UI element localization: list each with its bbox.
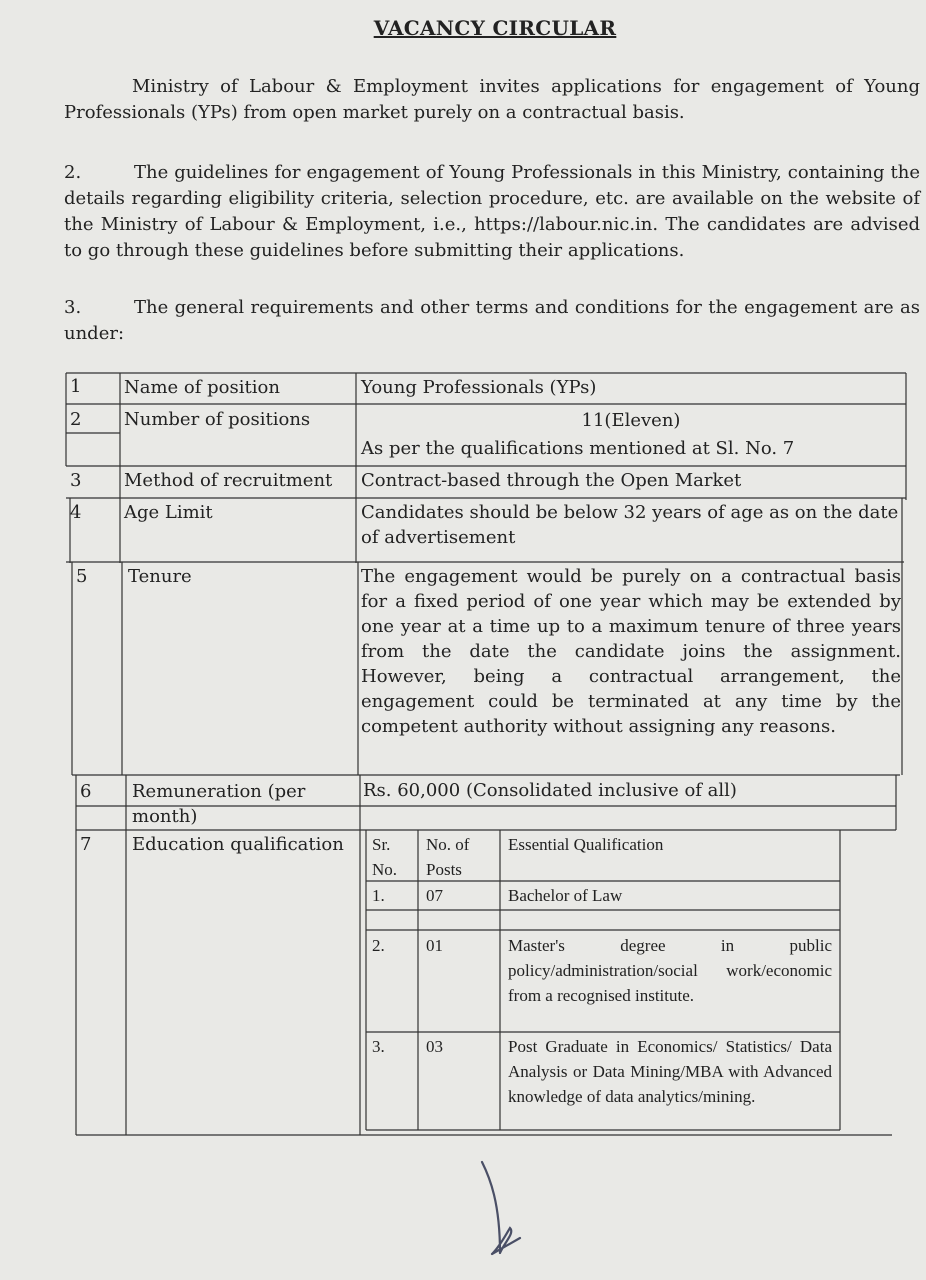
requirements-paragraph: [64, 295, 920, 347]
document-title: VACANCY CIRCULAR: [373, 16, 617, 40]
qualification-text: Bachelor of Law: [508, 886, 623, 905]
row-number: 7: [80, 834, 92, 855]
age-limit-value: Candidates should be below 32 years of age as on the date of advertisement: [361, 502, 899, 548]
positions-count-label: Number of positions: [124, 409, 311, 430]
qualification-posts: 03: [426, 1037, 443, 1056]
remuneration-value: Rs. 60,000 (Consolidated inclusive of all): [363, 780, 737, 801]
recruitment-method-label: Method of recruitment: [124, 470, 333, 491]
position-name-value: Young Professionals (YPs): [361, 377, 597, 398]
qualification-posts: 01: [426, 936, 443, 955]
tenure-value: The engagement would be purely on a contractual basis for a fixed period of one year which may be extended by one year at a time up to a maximum tenure of three years from the date the candidate joins the assignment. However, being a contractual arrangement, the engagement could be terminated at any time by the competent authority without assigning any reasons.: [361, 566, 901, 737]
paragraph-number: 3.: [64, 297, 82, 318]
signature-mark: [470, 1158, 540, 1268]
qualification-text: Post Graduate in Economics/ Statistics/ Data Analysis or Data Mining/MBA with Advanced knowledge of data analytics/mining.: [508, 1037, 832, 1106]
qualification-sr: 2.: [372, 936, 385, 955]
row-number: 2: [70, 409, 82, 430]
position-name-label: Name of position: [124, 377, 280, 398]
paragraph-text: The guidelines for engagement of Young Professionals in this Ministry, containing the details regarding eligibility criteria, selection procedure, etc. are available on the website of the Ministry of Labour & Employment, i.e., https://labour.nic.in. The candidates are advised to go through these guidelines before submitting their applications.: [64, 162, 920, 261]
age-limit-label: Age Limit: [124, 502, 213, 523]
row-number: 6: [80, 781, 92, 802]
remuneration-label: Remuneration (per month): [132, 781, 306, 827]
qualification-sr: 1.: [372, 886, 385, 905]
qualification-text: Master's degree in public policy/administration/social work/economic from a recognised institute.: [508, 936, 832, 1005]
intro-paragraph: Ministry of Labour & Employment invites applications for engagement of Young Professionals (YPs) from open market purely on a contractual basis.: [64, 76, 920, 123]
paragraph-text: The general requirements and other terms and conditions for the engagement are as under:: [64, 297, 920, 344]
row-number: 3: [70, 470, 82, 491]
row-number: 5: [76, 566, 88, 587]
qualification-sr: 3.: [372, 1037, 385, 1056]
tenure-label: Tenure: [128, 566, 192, 587]
row-number: 4: [70, 502, 82, 523]
sub-header-sr-no: Sr. No.: [372, 835, 398, 879]
recruitment-method-value: Contract-based through the Open Market: [361, 470, 742, 491]
qualification-posts: 07: [426, 886, 443, 905]
education-label: Education qualification: [132, 834, 344, 855]
positions-count-value: 11(Eleven): [581, 410, 681, 431]
guidelines-paragraph: [64, 160, 920, 264]
paragraph-number: 2.: [64, 162, 82, 183]
positions-count-note: As per the qualifications mentioned at Sl. No. 7: [361, 438, 795, 459]
sub-header-posts: No. of Posts: [426, 835, 470, 879]
row-number: 1: [70, 376, 82, 397]
sub-header-qualification: Essential Qualification: [508, 835, 664, 854]
